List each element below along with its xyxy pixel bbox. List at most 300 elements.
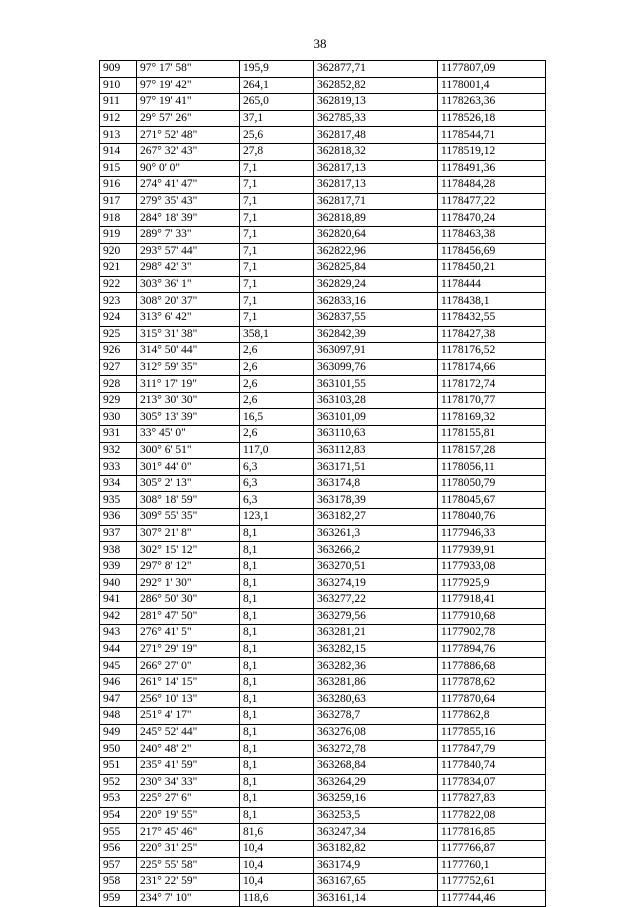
distance-cell: 8,1 [240, 774, 314, 791]
point-number-cell: 944 [100, 641, 137, 658]
direction-angle-cell: 286° 50' 30" [137, 592, 240, 609]
x-coordinate-cell: 362818,89 [314, 210, 438, 227]
x-coordinate-cell: 363261,3 [314, 525, 438, 542]
y-coordinate-cell: 1177760,1 [438, 857, 546, 874]
distance-cell: 10,4 [240, 857, 314, 874]
point-number-cell: 942 [100, 608, 137, 625]
table-row [100, 708, 546, 725]
x-coordinate-cell: 363274,19 [314, 575, 438, 592]
y-coordinate-cell: 1178526,18 [438, 110, 546, 127]
x-coordinate-cell: 362817,71 [314, 193, 438, 210]
point-number-cell: 935 [100, 492, 137, 509]
direction-angle-cell: 305° 13' 39" [137, 409, 240, 426]
table-row [100, 409, 546, 426]
direction-angle-cell: 289° 7' 33" [137, 226, 240, 243]
table-row [100, 143, 546, 160]
point-number-cell: 915 [100, 160, 137, 177]
distance-cell: 7,1 [240, 243, 314, 260]
distance-cell: 8,1 [240, 608, 314, 625]
distance-cell: 6,3 [240, 459, 314, 476]
table-row [100, 525, 546, 542]
distance-cell: 7,1 [240, 226, 314, 243]
x-coordinate-cell: 363281,21 [314, 625, 438, 642]
distance-cell: 7,1 [240, 309, 314, 326]
y-coordinate-cell: 1178450,21 [438, 260, 546, 277]
distance-cell: 8,1 [240, 708, 314, 725]
direction-angle-cell: 220° 19' 55" [137, 807, 240, 824]
point-number-cell: 940 [100, 575, 137, 592]
x-coordinate-cell: 362818,32 [314, 143, 438, 160]
table-row [100, 824, 546, 841]
point-number-cell: 952 [100, 774, 137, 791]
distance-cell: 2,6 [240, 343, 314, 360]
y-coordinate-cell: 1178050,79 [438, 475, 546, 492]
y-coordinate-cell: 1178040,76 [438, 509, 546, 526]
distance-cell: 7,1 [240, 177, 314, 194]
direction-angle-cell: 225° 27' 6" [137, 791, 240, 808]
y-coordinate-cell: 1178432,55 [438, 309, 546, 326]
direction-angle-cell: 97° 19' 42" [137, 77, 240, 94]
x-coordinate-cell: 363174,8 [314, 475, 438, 492]
distance-cell: 118,6 [240, 890, 314, 907]
table-row [100, 757, 546, 774]
table-row [100, 492, 546, 509]
distance-cell: 7,1 [240, 260, 314, 277]
table-row [100, 94, 546, 111]
distance-cell: 8,1 [240, 525, 314, 542]
y-coordinate-cell: 1178174,66 [438, 359, 546, 376]
distance-cell: 264,1 [240, 77, 314, 94]
distance-cell: 8,1 [240, 641, 314, 658]
x-coordinate-cell: 363276,08 [314, 724, 438, 741]
distance-cell: 2,6 [240, 426, 314, 443]
y-coordinate-cell: 1178056,11 [438, 459, 546, 476]
x-coordinate-cell: 362837,55 [314, 309, 438, 326]
y-coordinate-cell: 1177752,61 [438, 874, 546, 891]
direction-angle-cell: 300° 6' 51" [137, 442, 240, 459]
distance-cell: 8,1 [240, 575, 314, 592]
point-number-cell: 957 [100, 857, 137, 874]
x-coordinate-cell: 363280,63 [314, 691, 438, 708]
point-number-cell: 936 [100, 509, 137, 526]
x-coordinate-cell: 363174,9 [314, 857, 438, 874]
point-number-cell: 923 [100, 293, 137, 310]
x-coordinate-cell: 363097,91 [314, 343, 438, 360]
x-coordinate-cell: 363272,78 [314, 741, 438, 758]
y-coordinate-cell: 1178157,28 [438, 442, 546, 459]
direction-angle-cell: 29° 57' 26" [137, 110, 240, 127]
direction-angle-cell: 231° 22' 59" [137, 874, 240, 891]
table-row [100, 376, 546, 393]
x-coordinate-cell: 363099,76 [314, 359, 438, 376]
direction-angle-cell: 251° 4' 17" [137, 708, 240, 725]
x-coordinate-cell: 363281,86 [314, 674, 438, 691]
y-coordinate-cell: 1178169,32 [438, 409, 546, 426]
point-number-cell: 911 [100, 94, 137, 111]
distance-cell: 8,1 [240, 741, 314, 758]
table-row [100, 724, 546, 741]
table-row [100, 658, 546, 675]
y-coordinate-cell: 1177946,33 [438, 525, 546, 542]
coordinates-table-body [100, 61, 546, 907]
x-coordinate-cell: 362820,64 [314, 226, 438, 243]
distance-cell: 7,1 [240, 276, 314, 293]
distance-cell: 7,1 [240, 193, 314, 210]
table-row [100, 243, 546, 260]
direction-angle-cell: 308° 20' 37" [137, 293, 240, 310]
y-coordinate-cell: 1178477,22 [438, 193, 546, 210]
y-coordinate-cell: 1178263,36 [438, 94, 546, 111]
y-coordinate-cell: 1177822,08 [438, 807, 546, 824]
direction-angle-cell: 261° 14' 15" [137, 674, 240, 691]
y-coordinate-cell: 1178438,1 [438, 293, 546, 310]
point-number-cell: 947 [100, 691, 137, 708]
point-number-cell: 910 [100, 77, 137, 94]
point-number-cell: 937 [100, 525, 137, 542]
table-row [100, 674, 546, 691]
distance-cell: 8,1 [240, 625, 314, 642]
point-number-cell: 920 [100, 243, 137, 260]
point-number-cell: 930 [100, 409, 137, 426]
x-coordinate-cell: 363282,36 [314, 658, 438, 675]
y-coordinate-cell: 1177870,64 [438, 691, 546, 708]
y-coordinate-cell: 1177918,41 [438, 592, 546, 609]
y-coordinate-cell: 1178463,38 [438, 226, 546, 243]
direction-angle-cell: 245° 52' 44" [137, 724, 240, 741]
distance-cell: 6,3 [240, 475, 314, 492]
direction-angle-cell: 305° 2' 13" [137, 475, 240, 492]
direction-angle-cell: 312° 59' 35" [137, 359, 240, 376]
y-coordinate-cell: 1177816,85 [438, 824, 546, 841]
x-coordinate-cell: 363167,65 [314, 874, 438, 891]
table-row [100, 276, 546, 293]
distance-cell: 8,1 [240, 658, 314, 675]
distance-cell: 2,6 [240, 376, 314, 393]
y-coordinate-cell: 1177766,87 [438, 840, 546, 857]
x-coordinate-cell: 363266,2 [314, 542, 438, 559]
x-coordinate-cell: 363182,27 [314, 509, 438, 526]
direction-angle-cell: 293° 57' 44" [137, 243, 240, 260]
table-row [100, 558, 546, 575]
direction-angle-cell: 311° 17' 19" [137, 376, 240, 393]
table-row [100, 774, 546, 791]
distance-cell: 7,1 [240, 210, 314, 227]
point-number-cell: 916 [100, 177, 137, 194]
point-number-cell: 913 [100, 127, 137, 144]
table-row [100, 343, 546, 360]
table-row [100, 641, 546, 658]
x-coordinate-cell: 363178,39 [314, 492, 438, 509]
distance-cell: 27,8 [240, 143, 314, 160]
point-number-cell: 938 [100, 542, 137, 559]
y-coordinate-cell: 1178470,24 [438, 210, 546, 227]
point-number-cell: 946 [100, 674, 137, 691]
y-coordinate-cell: 1178484,28 [438, 177, 546, 194]
point-number-cell: 922 [100, 276, 137, 293]
point-number-cell: 929 [100, 392, 137, 409]
point-number-cell: 909 [100, 61, 137, 78]
point-number-cell: 927 [100, 359, 137, 376]
y-coordinate-cell: 1177862,8 [438, 708, 546, 725]
point-number-cell: 959 [100, 890, 137, 907]
y-coordinate-cell: 1177878,62 [438, 674, 546, 691]
direction-angle-cell: 225° 55' 58" [137, 857, 240, 874]
direction-angle-cell: 97° 17' 58" [137, 61, 240, 78]
x-coordinate-cell: 363103,28 [314, 392, 438, 409]
table-row [100, 575, 546, 592]
table-row [100, 840, 546, 857]
x-coordinate-cell: 362877,71 [314, 61, 438, 78]
y-coordinate-cell: 1177744,46 [438, 890, 546, 907]
point-number-cell: 951 [100, 757, 137, 774]
table-row [100, 359, 546, 376]
coordinates-table [99, 60, 546, 907]
table-row [100, 509, 546, 526]
direction-angle-cell: 309° 55' 35" [137, 509, 240, 526]
table-row [100, 791, 546, 808]
point-number-cell: 949 [100, 724, 137, 741]
direction-angle-cell: 292° 1' 30" [137, 575, 240, 592]
y-coordinate-cell: 1177933,08 [438, 558, 546, 575]
x-coordinate-cell: 363247,34 [314, 824, 438, 841]
point-number-cell: 912 [100, 110, 137, 127]
point-number-cell: 914 [100, 143, 137, 160]
direction-angle-cell: 301° 44' 0" [137, 459, 240, 476]
x-coordinate-cell: 363278,7 [314, 708, 438, 725]
x-coordinate-cell: 363161,14 [314, 890, 438, 907]
table-row [100, 608, 546, 625]
y-coordinate-cell: 1178155,81 [438, 426, 546, 443]
distance-cell: 123,1 [240, 509, 314, 526]
distance-cell: 8,1 [240, 592, 314, 609]
y-coordinate-cell: 1178491,36 [438, 160, 546, 177]
distance-cell: 16,5 [240, 409, 314, 426]
distance-cell: 8,1 [240, 791, 314, 808]
y-coordinate-cell: 1178001,4 [438, 77, 546, 94]
distance-cell: 8,1 [240, 558, 314, 575]
table-row [100, 691, 546, 708]
table-row [100, 392, 546, 409]
direction-angle-cell: 266° 27' 0" [137, 658, 240, 675]
table-row [100, 77, 546, 94]
direction-angle-cell: 281° 47' 50" [137, 608, 240, 625]
table-row [100, 890, 546, 907]
x-coordinate-cell: 363277,22 [314, 592, 438, 609]
x-coordinate-cell: 363110,63 [314, 426, 438, 443]
direction-angle-cell: 303° 36' 1" [137, 276, 240, 293]
x-coordinate-cell: 363112,83 [314, 442, 438, 459]
direction-angle-cell: 234° 7' 10" [137, 890, 240, 907]
point-number-cell: 933 [100, 459, 137, 476]
y-coordinate-cell: 1177894,76 [438, 641, 546, 658]
y-coordinate-cell: 1177827,83 [438, 791, 546, 808]
direction-angle-cell: 279° 35' 43" [137, 193, 240, 210]
distance-cell: 10,4 [240, 874, 314, 891]
point-number-cell: 953 [100, 791, 137, 808]
point-number-cell: 926 [100, 343, 137, 360]
direction-angle-cell: 313° 6' 42" [137, 309, 240, 326]
point-number-cell: 921 [100, 260, 137, 277]
direction-angle-cell: 302° 15' 12" [137, 542, 240, 559]
y-coordinate-cell: 1178456,69 [438, 243, 546, 260]
direction-angle-cell: 276° 41' 5" [137, 625, 240, 642]
table-row [100, 542, 546, 559]
distance-cell: 358,1 [240, 326, 314, 343]
y-coordinate-cell: 1178519,12 [438, 143, 546, 160]
direction-angle-cell: 220° 31' 25" [137, 840, 240, 857]
y-coordinate-cell: 1177840,74 [438, 757, 546, 774]
y-coordinate-cell: 1177939,91 [438, 542, 546, 559]
direction-angle-cell: 97° 19' 41" [137, 94, 240, 111]
direction-angle-cell: 314° 50' 44" [137, 343, 240, 360]
table-row [100, 459, 546, 476]
distance-cell: 195,9 [240, 61, 314, 78]
x-coordinate-cell: 362817,48 [314, 127, 438, 144]
distance-cell: 8,1 [240, 542, 314, 559]
distance-cell: 2,6 [240, 392, 314, 409]
y-coordinate-cell: 1177807,09 [438, 61, 546, 78]
x-coordinate-cell: 362785,33 [314, 110, 438, 127]
distance-cell: 2,6 [240, 359, 314, 376]
y-coordinate-cell: 1178444 [438, 276, 546, 293]
y-coordinate-cell: 1178172,74 [438, 376, 546, 393]
table-row [100, 442, 546, 459]
distance-cell: 117,0 [240, 442, 314, 459]
table-row [100, 592, 546, 609]
point-number-cell: 939 [100, 558, 137, 575]
distance-cell: 8,1 [240, 691, 314, 708]
x-coordinate-cell: 363282,15 [314, 641, 438, 658]
y-coordinate-cell: 1177886,68 [438, 658, 546, 675]
distance-cell: 8,1 [240, 757, 314, 774]
point-number-cell: 958 [100, 874, 137, 891]
distance-cell: 10,4 [240, 840, 314, 857]
table-row [100, 625, 546, 642]
y-coordinate-cell: 1177925,9 [438, 575, 546, 592]
direction-angle-cell: 271° 29' 19" [137, 641, 240, 658]
point-number-cell: 943 [100, 625, 137, 642]
direction-angle-cell: 307° 21' 8" [137, 525, 240, 542]
x-coordinate-cell: 362833,16 [314, 293, 438, 310]
page-number: 38 [313, 36, 327, 51]
table-row [100, 807, 546, 824]
direction-angle-cell: 297° 8' 12" [137, 558, 240, 575]
y-coordinate-cell: 1177902,78 [438, 625, 546, 642]
direction-angle-cell: 267° 32' 43" [137, 143, 240, 160]
y-coordinate-cell: 1178176,52 [438, 343, 546, 360]
table-row [100, 61, 546, 78]
distance-cell: 25,6 [240, 127, 314, 144]
point-number-cell: 917 [100, 193, 137, 210]
point-number-cell: 948 [100, 708, 137, 725]
distance-cell: 265,0 [240, 94, 314, 111]
y-coordinate-cell: 1178045,67 [438, 492, 546, 509]
table-row [100, 127, 546, 144]
distance-cell: 37,1 [240, 110, 314, 127]
table-row [100, 741, 546, 758]
point-number-cell: 931 [100, 426, 137, 443]
table-row [100, 326, 546, 343]
x-coordinate-cell: 363259,16 [314, 791, 438, 808]
point-number-cell: 925 [100, 326, 137, 343]
direction-angle-cell: 298° 42' 3" [137, 260, 240, 277]
x-coordinate-cell: 363253,5 [314, 807, 438, 824]
direction-angle-cell: 235° 41' 59" [137, 757, 240, 774]
point-number-cell: 918 [100, 210, 137, 227]
direction-angle-cell: 308° 18' 59" [137, 492, 240, 509]
direction-angle-cell: 284° 18' 39" [137, 210, 240, 227]
direction-angle-cell: 213° 30' 30" [137, 392, 240, 409]
table-row [100, 160, 546, 177]
distance-cell: 7,1 [240, 160, 314, 177]
table-row [100, 857, 546, 874]
table-row [100, 210, 546, 227]
x-coordinate-cell: 362842,39 [314, 326, 438, 343]
y-coordinate-cell: 1178170,77 [438, 392, 546, 409]
table-row [100, 226, 546, 243]
point-number-cell: 934 [100, 475, 137, 492]
point-number-cell: 924 [100, 309, 137, 326]
point-number-cell: 956 [100, 840, 137, 857]
direction-angle-cell: 33° 45' 0" [137, 426, 240, 443]
x-coordinate-cell: 362825,84 [314, 260, 438, 277]
point-number-cell: 928 [100, 376, 137, 393]
y-coordinate-cell: 1177910,68 [438, 608, 546, 625]
x-coordinate-cell: 362817,13 [314, 177, 438, 194]
x-coordinate-cell: 362829,24 [314, 276, 438, 293]
direction-angle-cell: 274° 41' 47" [137, 177, 240, 194]
distance-cell: 6,3 [240, 492, 314, 509]
direction-angle-cell: 315° 31' 38" [137, 326, 240, 343]
distance-cell: 81,6 [240, 824, 314, 841]
point-number-cell: 954 [100, 807, 137, 824]
table-row [100, 260, 546, 277]
x-coordinate-cell: 362819,13 [314, 94, 438, 111]
table-row [100, 874, 546, 891]
x-coordinate-cell: 363171,51 [314, 459, 438, 476]
x-coordinate-cell: 362817,13 [314, 160, 438, 177]
table-row [100, 309, 546, 326]
direction-angle-cell: 256° 10' 13" [137, 691, 240, 708]
distance-cell: 8,1 [240, 807, 314, 824]
direction-angle-cell: 271° 52' 48" [137, 127, 240, 144]
y-coordinate-cell: 1178544,71 [438, 127, 546, 144]
distance-cell: 7,1 [240, 293, 314, 310]
point-number-cell: 932 [100, 442, 137, 459]
y-coordinate-cell: 1177847,79 [438, 741, 546, 758]
y-coordinate-cell: 1177855,16 [438, 724, 546, 741]
x-coordinate-cell: 362822,96 [314, 243, 438, 260]
x-coordinate-cell: 362852,82 [314, 77, 438, 94]
x-coordinate-cell: 363279,56 [314, 608, 438, 625]
table-row [100, 177, 546, 194]
distance-cell: 8,1 [240, 724, 314, 741]
x-coordinate-cell: 363268,84 [314, 757, 438, 774]
x-coordinate-cell: 363270,51 [314, 558, 438, 575]
point-number-cell: 955 [100, 824, 137, 841]
point-number-cell: 945 [100, 658, 137, 675]
x-coordinate-cell: 363101,55 [314, 376, 438, 393]
table-row [100, 475, 546, 492]
point-number-cell: 950 [100, 741, 137, 758]
table-row [100, 426, 546, 443]
x-coordinate-cell: 363101,09 [314, 409, 438, 426]
distance-cell: 8,1 [240, 674, 314, 691]
y-coordinate-cell: 1178427,38 [438, 326, 546, 343]
direction-angle-cell: 230° 34' 33" [137, 774, 240, 791]
direction-angle-cell: 90° 0' 0" [137, 160, 240, 177]
point-number-cell: 919 [100, 226, 137, 243]
